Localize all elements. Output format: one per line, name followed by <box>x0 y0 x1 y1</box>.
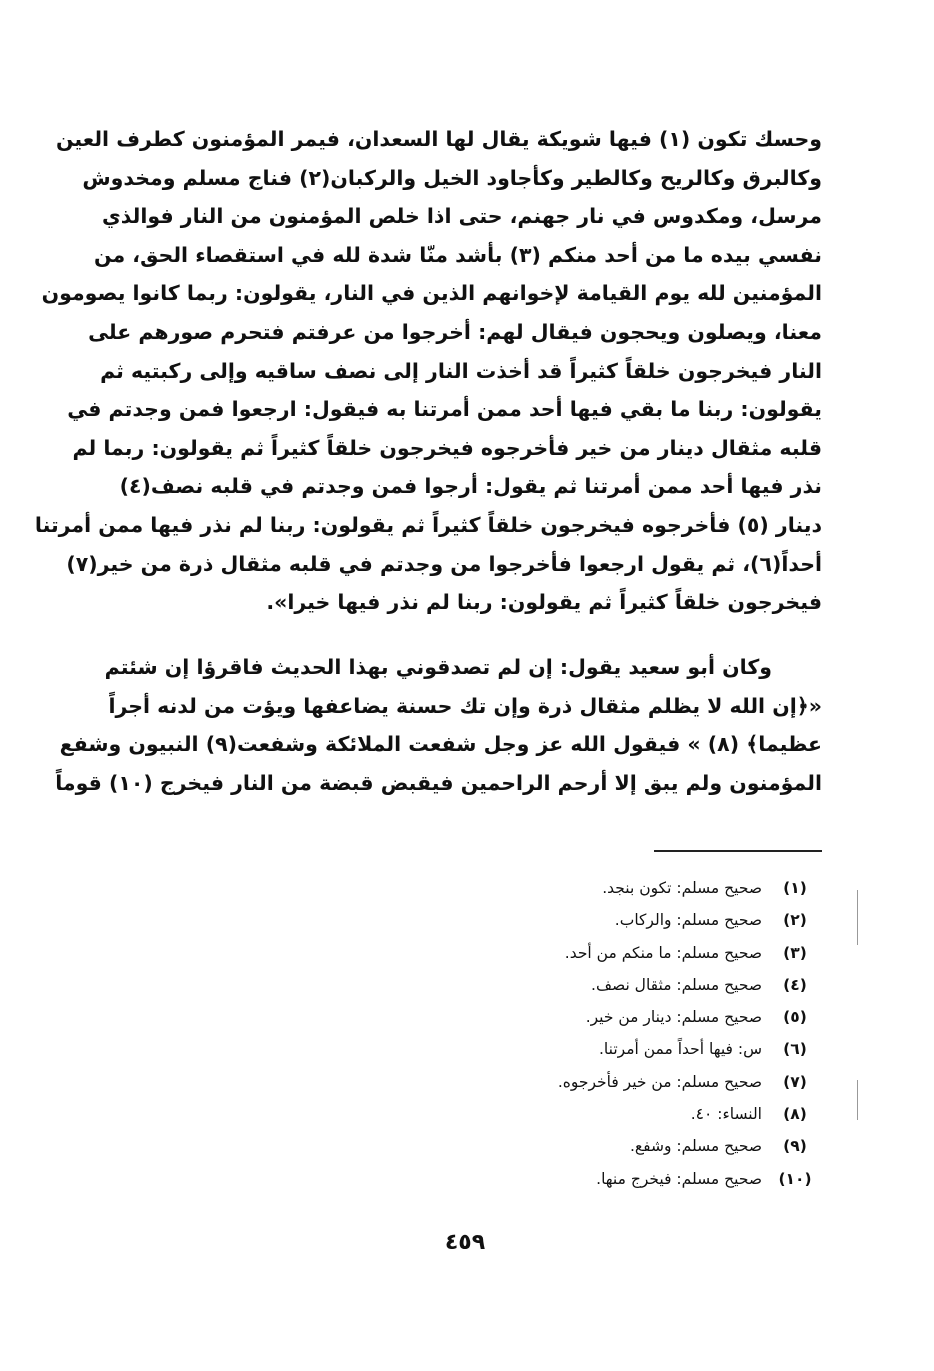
footnote-text: صحيح مسلم: فيخرج منها. <box>596 1169 762 1188</box>
footnote-text: صحيح مسلم: والركاب. <box>614 911 762 930</box>
text-line: مرسل، ومكدوس في نار جهنم، حتى اذا خلص المؤمنون من النار فوالذي <box>102 204 822 229</box>
footnote-text: صحيح مسلم: ما منكم من أحد. <box>564 943 762 962</box>
footnote-number: (١٠) <box>778 1169 812 1188</box>
main-paragraph-1 <box>34 120 822 622</box>
footnote-number: (٣) <box>783 943 807 962</box>
scan-margin-mark <box>857 890 858 945</box>
footnote-number: (١) <box>783 879 807 897</box>
text-line: وكالبرق وكالريح وكالطير وكأجاود الخيل والركبان(٢) فناج مسلم ومخدوش <box>82 165 822 190</box>
text-line: «﴿إن الله لا يظلم مثقال ذرة وإن تك حسنة يضاعفها ويؤت من لدنه أجراً <box>108 693 822 718</box>
footnote-number: (٦) <box>783 1040 807 1059</box>
footnotes-list <box>402 872 822 1195</box>
footnote-text: صحيح مسلم: تكون بنجد. <box>602 879 762 897</box>
footnote-number: (٥) <box>783 1008 807 1027</box>
main-paragraph-2 <box>55 648 822 802</box>
footnote-item <box>402 969 822 1001</box>
text-line: دينار (٥) فأخرجوه فيخرجون خلقاً كثيراً ثم يقولون: ربنا لم نذر فيها ممن أمرتنا <box>34 512 822 537</box>
text-line: المؤمنون ولم يبق إلا أرحم الراحمين فيقبض قبضة من النار فيخرج (١٠) قوماً <box>55 770 822 795</box>
footnote-number: (٢) <box>783 911 807 930</box>
text-line: قلبه مثقال دينار من خير فأخرجوه فيخرجون خلقاً كثيراً ثم يقولون: ربما لم <box>72 435 822 460</box>
footnote-separator <box>654 850 822 852</box>
text-line: وكان أبو سعيد يقول: إن لم تصدقوني بهذا الحديث فاقرؤا إن شئتم <box>104 655 772 679</box>
text-line: نفسي بيده ما من أحد منكم (٣) بأشد منّا شدة لله في استقصاء الحق، من <box>94 242 822 267</box>
footnote-item <box>402 1001 822 1033</box>
footnote-item <box>402 1130 822 1162</box>
text-line: نذر فيها أحد ممن أمرتنا ثم يقول: أرجوا فمن وجدتم في قلبه نصف(٤) <box>119 474 822 499</box>
page-number: ٤٥٩ <box>444 1230 486 1255</box>
text-line: النار فيخرجون خلقاً كثيراً قد أخذت النار إلى نصف ساقيه وإلى ركبتيه ثم <box>100 358 822 383</box>
footnote-number: (٧) <box>783 1072 807 1091</box>
text-line: المؤمنين لله يوم القيامة لإخوانهم الذين في النار، يقولون: ربما كانوا يصومون <box>41 281 822 306</box>
footnote-number: (٨) <box>783 1105 807 1124</box>
footnote-text: صحيح مسلم: وشفع. <box>630 1137 762 1156</box>
text-line: يقولون: ربنا ما بقي فيها أحد ممن أمرتنا به فيقول: ارجعوا فمن وجدتم في <box>67 397 822 422</box>
text-line: فيخرجون خلقاً كثيراً ثم يقولون: ربنا لم نذر فيها خيرا». <box>266 590 822 615</box>
text-line: عظيما﴾ (٨) » فيقول الله عز وجل شفعت الملائكة وشفعت(٩) النبيون وشفع <box>59 732 822 757</box>
footnote-text: صحيح مسلم: دينار من خير. <box>585 1008 762 1027</box>
footnote-item <box>402 937 822 969</box>
footnote-number: (٤) <box>783 975 807 994</box>
footnote-item <box>402 872 822 904</box>
footnote-item <box>402 1163 822 1195</box>
text-line: معنا، ويصلون ويحجون فيقال لهم: أخرجوا من عرفتم فتحرم صورهم على <box>88 319 822 344</box>
footnote-text: س: فيها أحداً ممن أمرتنا. <box>599 1040 762 1059</box>
text-line: أحداً(٦)، ثم يقول ارجعوا فأخرجوا من وجدتم في قلبه مثقال ذرة من خير(٧) <box>66 551 822 576</box>
text-line: وحسك تكون (١) فيها شويكة يقال لها السعدان، فيمر المؤمنون كطرف العين <box>55 127 822 151</box>
footnote-number: (٩) <box>783 1137 807 1156</box>
scan-margin-mark <box>857 1080 858 1120</box>
footnote-item <box>402 1033 822 1065</box>
footnote-text: صحيح مسلم: من خير فأخرجوه. <box>557 1072 762 1091</box>
footnote-item <box>402 1098 822 1130</box>
footnote-item <box>402 1066 822 1098</box>
footnote-item <box>402 904 822 936</box>
footnote-text: صحيح مسلم: مثقال نصف. <box>591 975 762 994</box>
footnote-text: النساء: ٤٠. <box>690 1105 762 1124</box>
